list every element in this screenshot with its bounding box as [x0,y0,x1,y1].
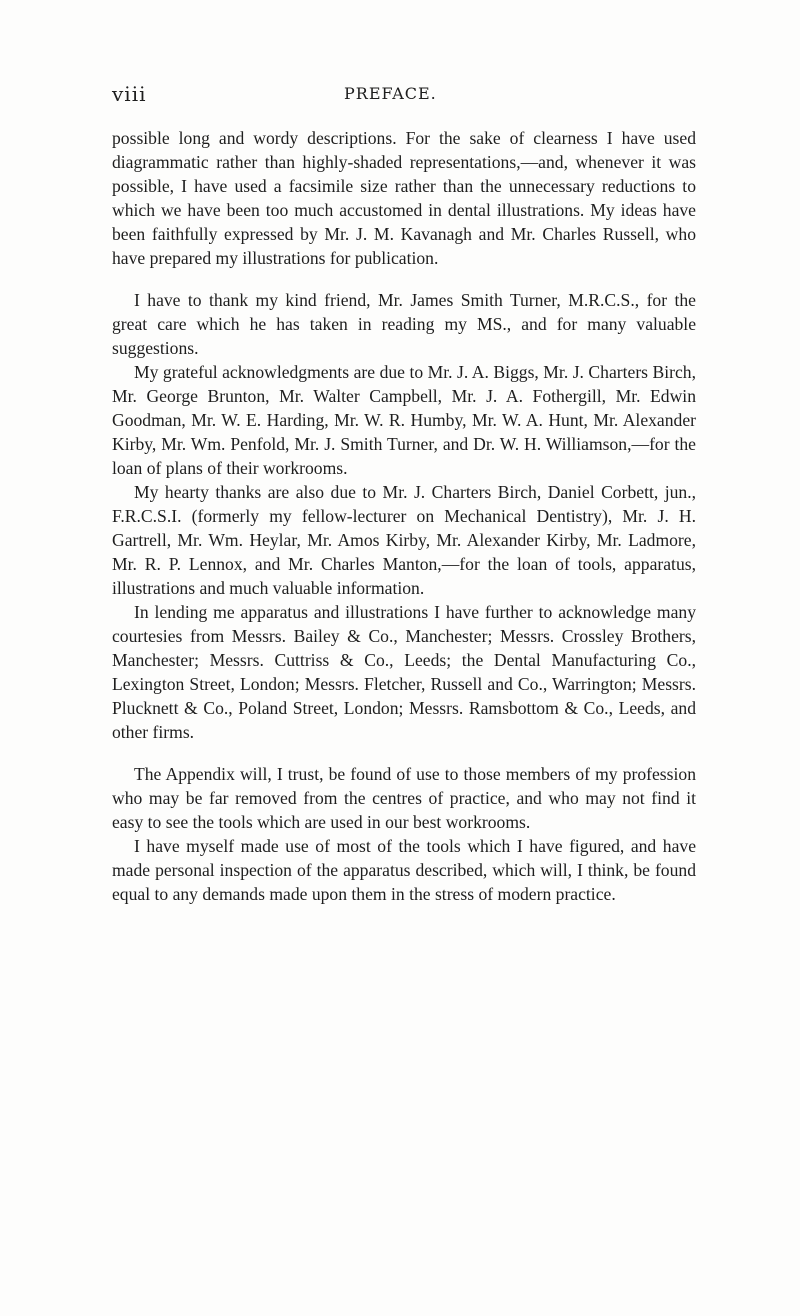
page-number: viii [112,82,147,106]
paragraph-tools-figured: I have myself made use of most of the tools which I have figured, and have made personal inspection of the apparatus described, which will, I think, be found equal to any demands made upon them in the stress of modern practice. [112,836,696,904]
page-header [112,82,692,108]
running-head: PREFACE. [344,84,437,103]
paragraph-thanks-tools: My hearty thanks are also due to Mr. J. Charters Birch, Daniel Corbett, jun., F.R.C.S.I. (formerly my fellow-lecturer on Mechanical Dentistry), Mr. J. H. Gartrell, Mr. Wm. Heylar, Mr. Amos Kirby, Mr. Alexander Kirby, Mr. Ladmore, Mr. R. P. Lennox, and Mr. Charles Manton,—for the loan of tools, apparatus, illustrations and much valuable information. [112,482,696,598]
paragraph-firms: In lending me apparatus and illustrations I have further to acknowledge many courtesies from Messrs. Bailey & Co., Manchester; Messrs. Crossley Brothers, Manchester; Messrs. Cuttriss & Co., Leeds; the Dental Manufacturing Co., Lexington Street, London; Messrs. Fletcher, Russell and Co., Warrington; Messrs. Plucknett & Co., Poland Street, London; Messrs. Ramsbottom & Co., Leeds, and other firms. [112,602,696,742]
preface-body [112,126,696,906]
paragraph-illustrations: possible long and wordy descriptions. For the sake of clearness I have used diagrammatic rather than highly-shaded representations,—and, whenever it was possible, I have used a facsimile size rather than the unnecessary reductions to which we have been too much accustomed in dental illustrations. My ideas have been faithfully expressed by Mr. J. M. Kavanagh and Mr. Charles Russell, who have prepared my illustrations for publication. [112,128,696,268]
paragraph-acknowledgments-plans: My grateful acknowledgments are due to Mr. J. A. Biggs, Mr. J. Charters Birch, Mr. George Brunton, Mr. Walter Campbell, Mr. J. A. Fothergill, Mr. Edwin Goodman, Mr. W. E. Harding, Mr. W. R. Humby, Mr. W. A. Hunt, Mr. Alexander Kirby, Mr. Wm. Penfold, Mr. J. Smith Turner, and Dr. W. H. Williamson,—for the loan of plans of their workrooms. [112,362,696,478]
paragraph-appendix: The Appendix will, I trust, be found of use to those members of my profession who may be far removed from the centres of practice, and who may not find it easy to see the tools which are used in our best workrooms. [112,764,696,832]
paragraph-thanks-turner: I have to thank my kind friend, Mr. James Smith Turner, M.R.C.S., for the great care which he has taken in reading my MS., and for many valuable suggestions. [112,290,696,358]
